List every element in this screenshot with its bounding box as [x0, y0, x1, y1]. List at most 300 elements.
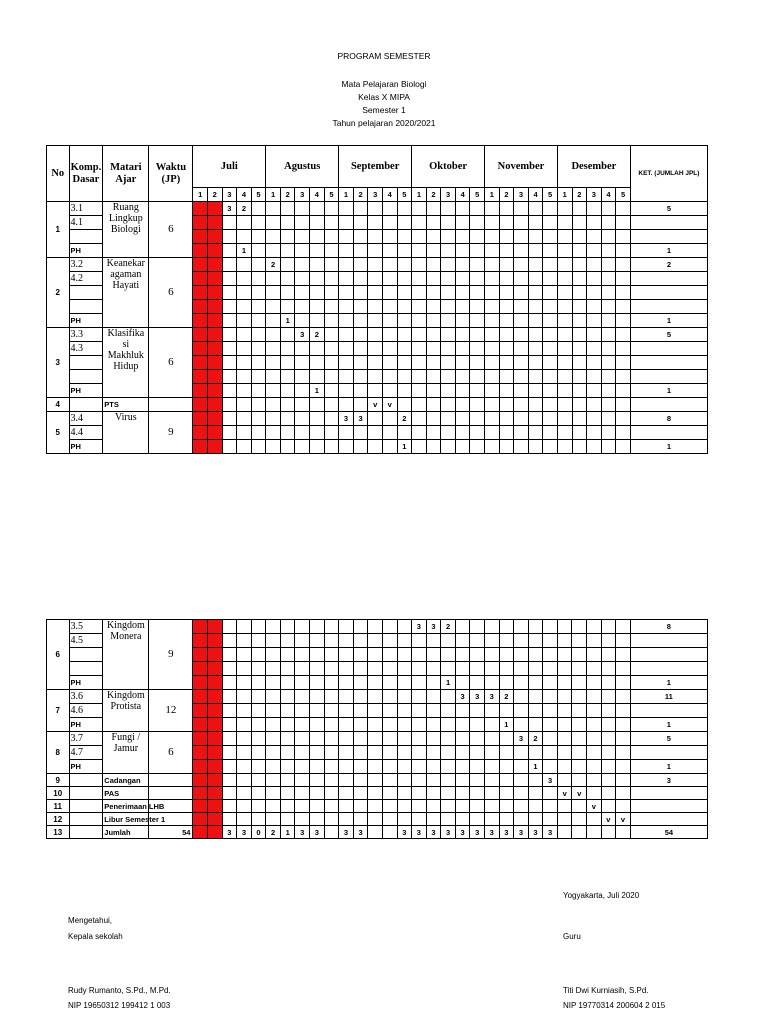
activity-label: PAS — [103, 787, 149, 800]
week-cell — [353, 690, 368, 704]
week-cell — [382, 230, 397, 244]
week-cell — [382, 813, 397, 826]
week-cell — [266, 412, 281, 426]
week-cell — [514, 800, 529, 813]
week-cell — [557, 426, 572, 440]
holiday-cell — [207, 800, 222, 813]
week-cell — [557, 690, 572, 704]
holiday-cell — [193, 328, 208, 342]
week-cell — [266, 704, 281, 718]
week-cell — [485, 286, 500, 300]
komp-dasar-cell — [69, 826, 103, 839]
week-cell — [251, 230, 266, 244]
week-cell — [572, 314, 587, 328]
week-cell — [543, 328, 558, 342]
week-cell — [237, 634, 252, 648]
week-cell — [587, 370, 602, 384]
week-cell — [543, 426, 558, 440]
holiday-cell — [207, 634, 222, 648]
week-cell — [470, 328, 485, 342]
week-number: 3 — [368, 188, 383, 202]
komp-dasar-cell — [69, 774, 103, 787]
row-number: 6 — [47, 620, 70, 690]
week-cell — [280, 800, 295, 813]
week-cell — [455, 398, 470, 412]
week-cell — [485, 300, 500, 314]
week-cell — [280, 440, 295, 454]
header-komp-dasar: Komp. Dasar — [69, 146, 103, 202]
week-cell — [266, 813, 281, 826]
week-cell — [455, 258, 470, 272]
week-cell — [382, 800, 397, 813]
table-row — [47, 328, 708, 342]
week-cell — [426, 634, 441, 648]
week-cell — [222, 286, 237, 300]
week-cell — [572, 813, 587, 826]
ket-cell — [630, 746, 707, 760]
week-cell — [441, 634, 456, 648]
row-number: 10 — [47, 787, 70, 800]
week-cell: v — [557, 787, 572, 800]
week-cell — [339, 230, 354, 244]
week-cell — [353, 760, 368, 774]
komp-dasar-cell: PH — [69, 314, 103, 328]
komp-dasar-cell: 4.7 — [69, 746, 103, 760]
week-number: 3 — [295, 188, 310, 202]
waktu-cell: 6 — [149, 258, 193, 328]
week-cell — [528, 718, 543, 732]
week-cell — [426, 813, 441, 826]
week-cell — [397, 718, 412, 732]
week-cell: 3 — [222, 202, 237, 216]
week-cell: 1 — [237, 244, 252, 258]
week-cell: 2 — [499, 690, 514, 704]
week-cell — [295, 272, 310, 286]
week-cell — [499, 634, 514, 648]
row-number: 7 — [47, 690, 70, 732]
week-cell — [397, 230, 412, 244]
holiday-cell — [207, 356, 222, 370]
week-cell — [382, 732, 397, 746]
week-cell — [295, 314, 310, 328]
komp-dasar-cell: 4.4 — [69, 426, 103, 440]
activity-label: Jumlah — [103, 826, 149, 839]
schedule-table-page1 — [46, 145, 708, 454]
week-cell — [557, 620, 572, 634]
week-cell — [222, 230, 237, 244]
week-cell — [412, 662, 427, 676]
week-cell — [339, 732, 354, 746]
week-cell — [353, 648, 368, 662]
week-cell — [237, 300, 252, 314]
holiday-cell — [207, 398, 222, 412]
week-cell — [397, 704, 412, 718]
week-cell — [543, 258, 558, 272]
principal-name: Rudy Rumanto, S.Pd., M.Pd. — [68, 986, 171, 995]
komp-dasar-cell: 3.6 — [69, 690, 103, 704]
teacher-nip: NIP 19770314 200604 2 015 — [563, 1001, 666, 1010]
week-cell — [368, 384, 383, 398]
week-cell — [499, 412, 514, 426]
waktu-cell: 6 — [149, 732, 193, 774]
week-cell — [324, 230, 339, 244]
week-cell — [616, 704, 631, 718]
ket-cell — [630, 398, 707, 412]
row-number: 2 — [47, 258, 70, 328]
holiday-cell — [207, 328, 222, 342]
week-cell — [514, 718, 529, 732]
ket-cell — [630, 704, 707, 718]
komp-dasar-cell — [69, 662, 103, 676]
week-cell — [368, 760, 383, 774]
week-cell — [266, 202, 281, 216]
week-cell — [412, 690, 427, 704]
week-cell — [382, 676, 397, 690]
week-cell — [587, 676, 602, 690]
week-cell — [616, 774, 631, 787]
week-cell — [295, 202, 310, 216]
week-cell — [280, 384, 295, 398]
week-number: 1 — [412, 188, 427, 202]
week-cell — [368, 813, 383, 826]
week-cell — [616, 356, 631, 370]
week-cell — [324, 412, 339, 426]
komp-dasar-cell — [69, 813, 103, 826]
week-cell — [528, 370, 543, 384]
week-cell — [441, 314, 456, 328]
week-number: 4 — [310, 188, 325, 202]
holiday-cell — [207, 690, 222, 704]
week-cell — [412, 230, 427, 244]
week-cell — [528, 314, 543, 328]
week-cell — [528, 440, 543, 454]
week-cell — [251, 426, 266, 440]
week-cell — [324, 272, 339, 286]
week-cell — [295, 634, 310, 648]
week-cell — [339, 634, 354, 648]
week-cell — [222, 704, 237, 718]
week-cell — [470, 648, 485, 662]
row-number: 12 — [47, 813, 70, 826]
waktu-cell: 54 — [149, 826, 193, 839]
week-number: 4 — [455, 188, 470, 202]
week-cell — [514, 690, 529, 704]
week-cell: 3 — [441, 826, 456, 839]
week-cell — [543, 216, 558, 230]
week-number: 4 — [601, 188, 616, 202]
week-cell — [310, 370, 325, 384]
waktu-cell: 6 — [149, 202, 193, 258]
week-cell — [339, 300, 354, 314]
week-cell — [587, 272, 602, 286]
week-cell — [324, 244, 339, 258]
week-cell — [587, 620, 602, 634]
komp-dasar-cell — [69, 787, 103, 800]
week-cell — [587, 774, 602, 787]
week-cell: 3 — [339, 412, 354, 426]
week-cell — [368, 426, 383, 440]
week-cell — [455, 732, 470, 746]
week-cell — [572, 356, 587, 370]
holiday-cell — [193, 342, 208, 356]
week-cell — [470, 412, 485, 426]
week-cell — [266, 690, 281, 704]
week-cell — [455, 648, 470, 662]
week-cell — [324, 718, 339, 732]
week-cell — [441, 426, 456, 440]
week-cell — [587, 398, 602, 412]
week-cell — [470, 258, 485, 272]
week-cell — [470, 342, 485, 356]
week-cell — [528, 328, 543, 342]
week-cell — [310, 704, 325, 718]
week-cell — [426, 328, 441, 342]
holiday-cell — [207, 384, 222, 398]
week-cell — [412, 718, 427, 732]
week-cell — [339, 718, 354, 732]
week-cell — [499, 398, 514, 412]
week-cell — [237, 813, 252, 826]
week-cell — [601, 398, 616, 412]
week-cell — [368, 272, 383, 286]
materi-cell: Keanekar agaman Hayati — [103, 258, 149, 328]
week-cell — [455, 620, 470, 634]
week-cell — [251, 774, 266, 787]
week-cell — [310, 787, 325, 800]
week-cell — [441, 286, 456, 300]
week-cell — [514, 342, 529, 356]
week-cell — [368, 634, 383, 648]
week-cell — [441, 384, 456, 398]
week-cell — [368, 620, 383, 634]
holiday-cell — [193, 300, 208, 314]
week-cell — [557, 826, 572, 839]
activity-label: Penerimaan LHB — [104, 801, 165, 811]
holiday-cell — [193, 440, 208, 454]
week-cell — [251, 690, 266, 704]
week-cell — [557, 328, 572, 342]
holiday-cell — [207, 440, 222, 454]
week-cell — [280, 328, 295, 342]
week-cell: 3 — [295, 328, 310, 342]
week-cell — [484, 676, 499, 690]
week-cell — [237, 704, 252, 718]
week-cell — [339, 314, 354, 328]
week-cell: 3 — [237, 826, 252, 839]
week-cell — [339, 620, 354, 634]
week-cell — [514, 286, 529, 300]
week-cell — [368, 746, 383, 760]
week-cell — [280, 704, 295, 718]
week-cell — [280, 272, 295, 286]
week-cell — [353, 356, 368, 370]
komp-dasar-cell — [69, 300, 103, 314]
week-cell — [616, 216, 631, 230]
week-cell — [339, 426, 354, 440]
week-cell: 2 — [441, 620, 456, 634]
week-cell: 3 — [470, 690, 485, 704]
week-cell — [485, 258, 500, 272]
week-number: 2 — [353, 188, 368, 202]
week-cell — [557, 676, 572, 690]
week-cell — [528, 662, 543, 676]
week-cell — [310, 718, 325, 732]
week-cell — [616, 426, 631, 440]
week-cell — [222, 813, 237, 826]
week-cell — [266, 800, 281, 813]
holiday-cell — [193, 676, 208, 690]
week-cell — [455, 634, 470, 648]
week-cell — [280, 202, 295, 216]
week-cell — [324, 662, 339, 676]
week-cell — [514, 813, 529, 826]
week-number: 4 — [382, 188, 397, 202]
week-cell: 2 — [397, 412, 412, 426]
week-cell — [237, 774, 252, 787]
komp-dasar-cell: 4.6 — [69, 704, 103, 718]
komp-dasar-cell: PH — [69, 244, 103, 258]
week-cell — [572, 718, 587, 732]
holiday-cell — [193, 426, 208, 440]
ket-cell: 8 — [630, 620, 707, 634]
week-cell — [251, 620, 266, 634]
week-cell — [528, 800, 543, 813]
week-cell — [339, 286, 354, 300]
ket-cell: 5 — [630, 732, 707, 746]
week-cell — [543, 356, 558, 370]
week-cell — [353, 258, 368, 272]
week-cell — [251, 800, 266, 813]
week-cell — [324, 426, 339, 440]
week-cell — [368, 356, 383, 370]
week-cell — [572, 620, 587, 634]
week-cell — [251, 244, 266, 258]
week-cell — [397, 634, 412, 648]
week-cell — [485, 272, 500, 286]
week-cell — [339, 800, 354, 813]
week-cell — [412, 342, 427, 356]
week-cell: 2 — [310, 328, 325, 342]
week-cell — [499, 244, 514, 258]
week-cell — [601, 800, 616, 813]
holiday-cell — [193, 314, 208, 328]
week-cell — [455, 718, 470, 732]
week-cell — [237, 732, 252, 746]
komp-dasar-cell: 4.1 — [69, 216, 103, 230]
week-cell: 3 — [514, 826, 529, 839]
week-cell — [572, 800, 587, 813]
week-cell — [514, 412, 529, 426]
week-cell — [368, 314, 383, 328]
week-cell — [368, 662, 383, 676]
week-cell — [353, 272, 368, 286]
week-cell — [572, 760, 587, 774]
week-cell — [382, 774, 397, 787]
holiday-cell — [193, 370, 208, 384]
week-cell — [295, 704, 310, 718]
week-cell — [412, 244, 427, 258]
week-cell — [455, 774, 470, 787]
week-cell — [251, 662, 266, 676]
week-number: 4 — [528, 188, 543, 202]
week-cell — [441, 704, 456, 718]
week-cell — [237, 216, 252, 230]
week-cell — [295, 300, 310, 314]
week-cell — [353, 370, 368, 384]
week-cell — [587, 216, 602, 230]
week-cell — [324, 813, 339, 826]
week-cell — [470, 314, 485, 328]
week-cell — [587, 718, 602, 732]
week-cell — [310, 244, 325, 258]
week-cell — [528, 412, 543, 426]
week-cell — [368, 202, 383, 216]
ket-cell — [630, 426, 707, 440]
week-cell — [514, 314, 529, 328]
week-cell — [470, 426, 485, 440]
week-cell — [470, 676, 485, 690]
week-cell — [353, 704, 368, 718]
holiday-cell — [193, 813, 208, 826]
week-cell — [484, 620, 499, 634]
week-cell — [543, 412, 558, 426]
week-cell — [514, 370, 529, 384]
week-cell — [601, 732, 616, 746]
holiday-cell — [207, 760, 222, 774]
week-cell — [587, 328, 602, 342]
week-number: 5 — [470, 188, 485, 202]
week-cell — [543, 718, 558, 732]
week-cell — [397, 244, 412, 258]
week-cell — [397, 398, 412, 412]
week-cell — [426, 746, 441, 760]
week-cell — [543, 370, 558, 384]
week-cell — [426, 314, 441, 328]
week-cell: 2 — [237, 202, 252, 216]
week-cell — [455, 230, 470, 244]
week-cell — [397, 662, 412, 676]
week-cell — [310, 356, 325, 370]
week-cell — [251, 676, 266, 690]
holiday-cell — [207, 272, 222, 286]
week-cell — [441, 258, 456, 272]
week-cell — [266, 676, 281, 690]
header-no: No — [47, 146, 70, 202]
week-cell — [426, 662, 441, 676]
week-cell — [222, 746, 237, 760]
week-cell — [339, 690, 354, 704]
week-cell: 1 — [528, 760, 543, 774]
week-cell — [470, 384, 485, 398]
table-row — [47, 398, 708, 412]
holiday-cell — [193, 286, 208, 300]
komp-dasar-cell — [69, 356, 103, 370]
week-cell — [514, 704, 529, 718]
ket-cell: 5 — [630, 328, 707, 342]
holiday-cell — [193, 718, 208, 732]
ket-cell — [630, 230, 707, 244]
week-cell — [557, 634, 572, 648]
week-cell — [441, 662, 456, 676]
table-row — [47, 774, 708, 787]
week-cell — [382, 342, 397, 356]
year-line: Tahun pelajaran 2020/2021 — [332, 118, 436, 128]
week-cell — [543, 620, 558, 634]
week-cell — [251, 813, 266, 826]
week-cell — [514, 746, 529, 760]
holiday-cell — [207, 662, 222, 676]
week-cell — [601, 634, 616, 648]
